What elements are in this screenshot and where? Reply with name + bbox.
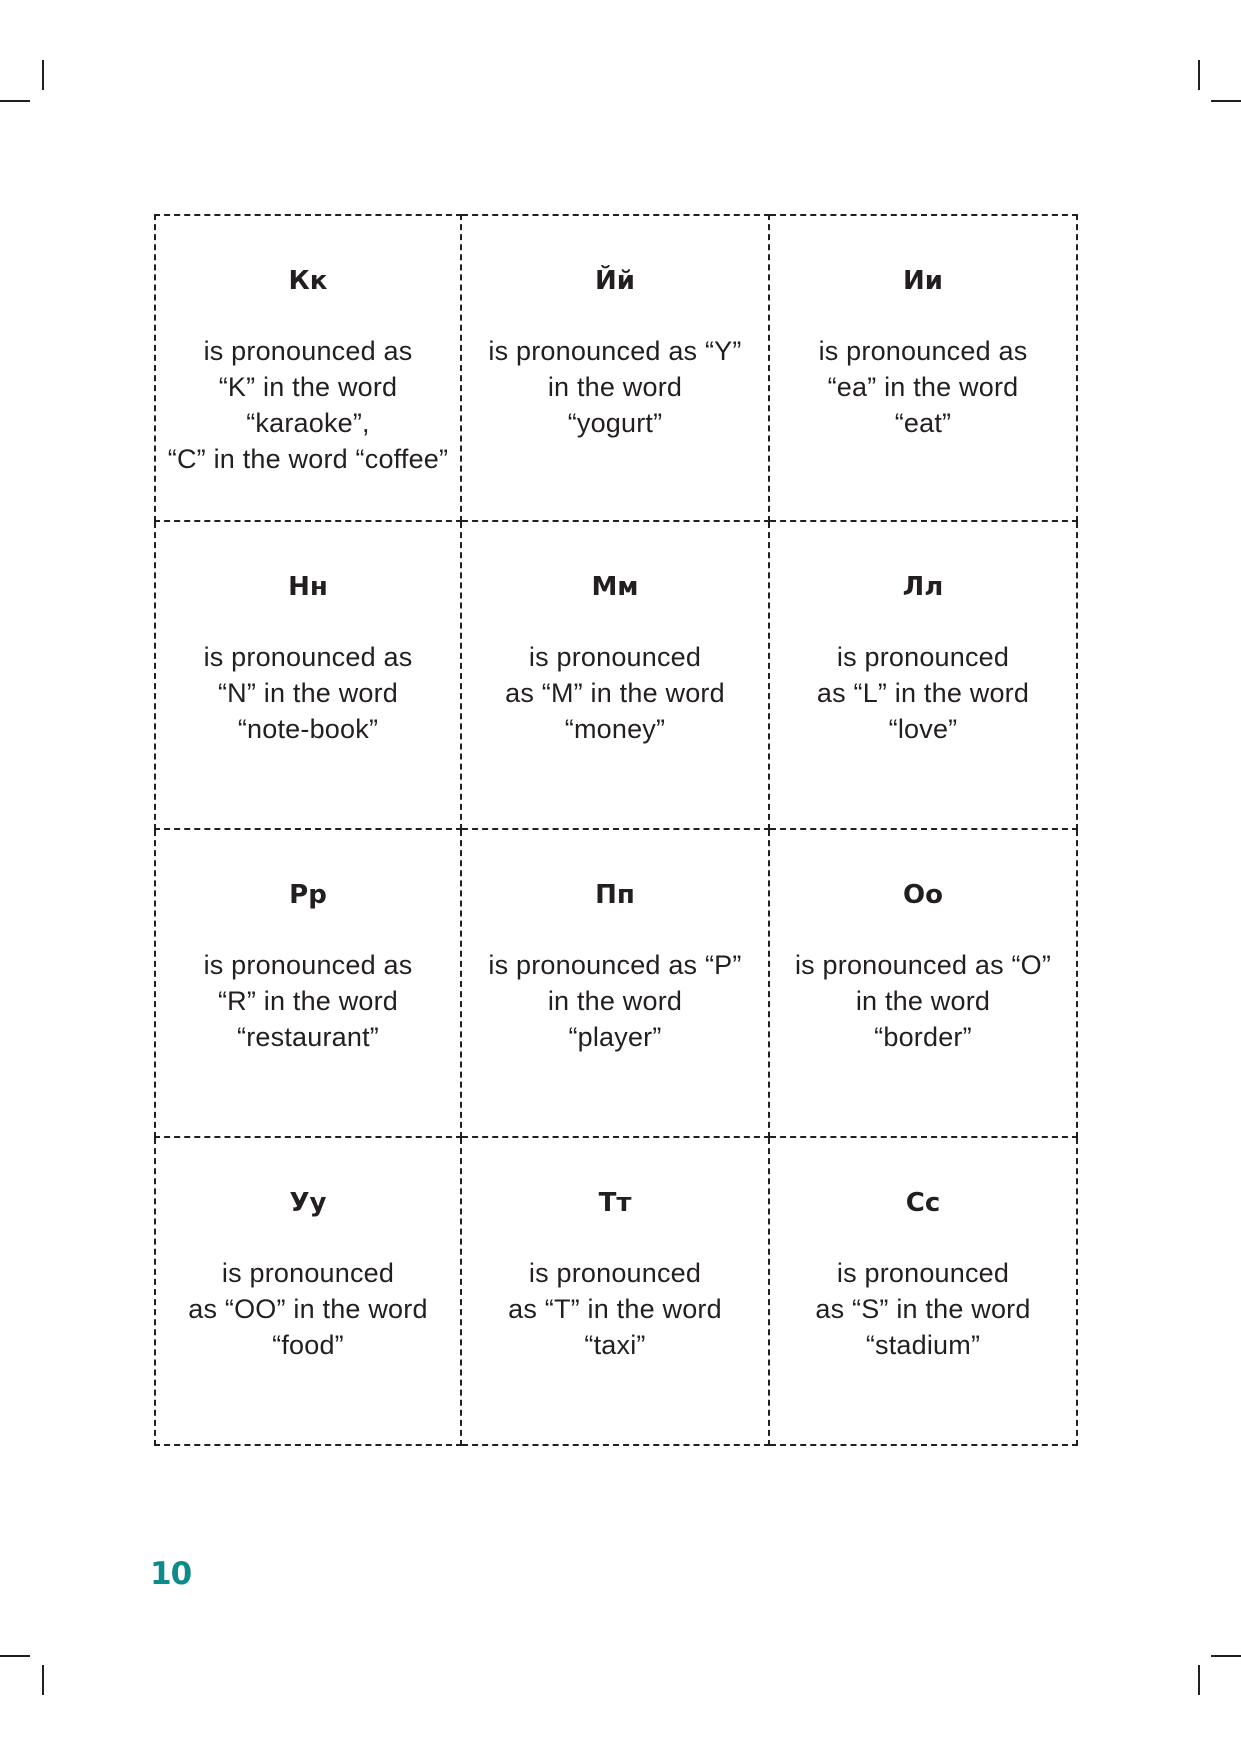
crop-mark-top-left-vertical	[42, 60, 44, 90]
card-letter: Кк	[288, 266, 328, 296]
page-number: 10	[150, 1556, 192, 1592]
card-description: is pronounced as “P” in the word “player”	[488, 950, 742, 1052]
card-description: is pronounced as “N” in the word “note-book”	[203, 642, 413, 744]
card-description: is pronounced as “R” in the word “restaurant”	[203, 950, 413, 1052]
card-letter: Тт	[598, 1188, 632, 1218]
flashcard	[770, 830, 1078, 1138]
card-description: is pronounced as “S” in the word “stadium”	[815, 1258, 1031, 1360]
crop-mark-bottom-right-vertical	[1198, 1665, 1200, 1695]
flashcard	[770, 522, 1078, 830]
flashcard	[462, 830, 770, 1138]
card-letter: Рр	[289, 880, 327, 910]
flashcard	[462, 1138, 770, 1446]
crop-mark-bottom-left-horizontal	[0, 1655, 30, 1657]
flashcard	[154, 830, 462, 1138]
crop-mark-bottom-right-horizontal	[1211, 1655, 1241, 1657]
card-letter: Оо	[903, 880, 943, 910]
card-description: is pronounced as “Y” in the word “yogurt”	[488, 336, 742, 438]
crop-mark-top-left-horizontal	[0, 100, 30, 102]
card-letter: Сс	[905, 1188, 941, 1218]
card-letter: Лл	[902, 572, 944, 602]
flashcard	[154, 214, 462, 522]
crop-mark-top-right-vertical	[1198, 60, 1200, 90]
card-letter: Уу	[289, 1188, 327, 1218]
card-description: is pronounced as “M” in the word “money”	[505, 642, 725, 744]
card-letter: Пп	[595, 880, 635, 910]
card-description: is pronounced as “ea” in the word “eat”	[818, 336, 1028, 438]
flashcard	[462, 214, 770, 522]
card-description: is pronounced as “K” in the word “karaoke”, “C” in the word “coffee”	[167, 336, 449, 474]
card-letter: Нн	[288, 572, 328, 602]
flashcard	[154, 1138, 462, 1446]
card-letter: Йй	[595, 266, 635, 296]
flashcard	[154, 522, 462, 830]
crop-mark-top-right-horizontal	[1211, 100, 1241, 102]
crop-mark-bottom-left-vertical	[42, 1665, 44, 1695]
flashcard	[462, 522, 770, 830]
card-description: is pronounced as “T” in the word “taxi”	[508, 1258, 722, 1360]
card-description: is pronounced as “L” in the word “love”	[816, 642, 1030, 744]
flashcard	[770, 1138, 1078, 1446]
flashcard	[770, 214, 1078, 522]
card-letter: Мм	[591, 572, 639, 602]
card-description: is pronounced as “O” in the word “border”	[794, 950, 1052, 1052]
flashcard-grid	[154, 214, 1078, 1446]
card-description: is pronounced as “OO” in the word “food”	[188, 1258, 428, 1360]
card-letter: Ии	[903, 266, 943, 296]
